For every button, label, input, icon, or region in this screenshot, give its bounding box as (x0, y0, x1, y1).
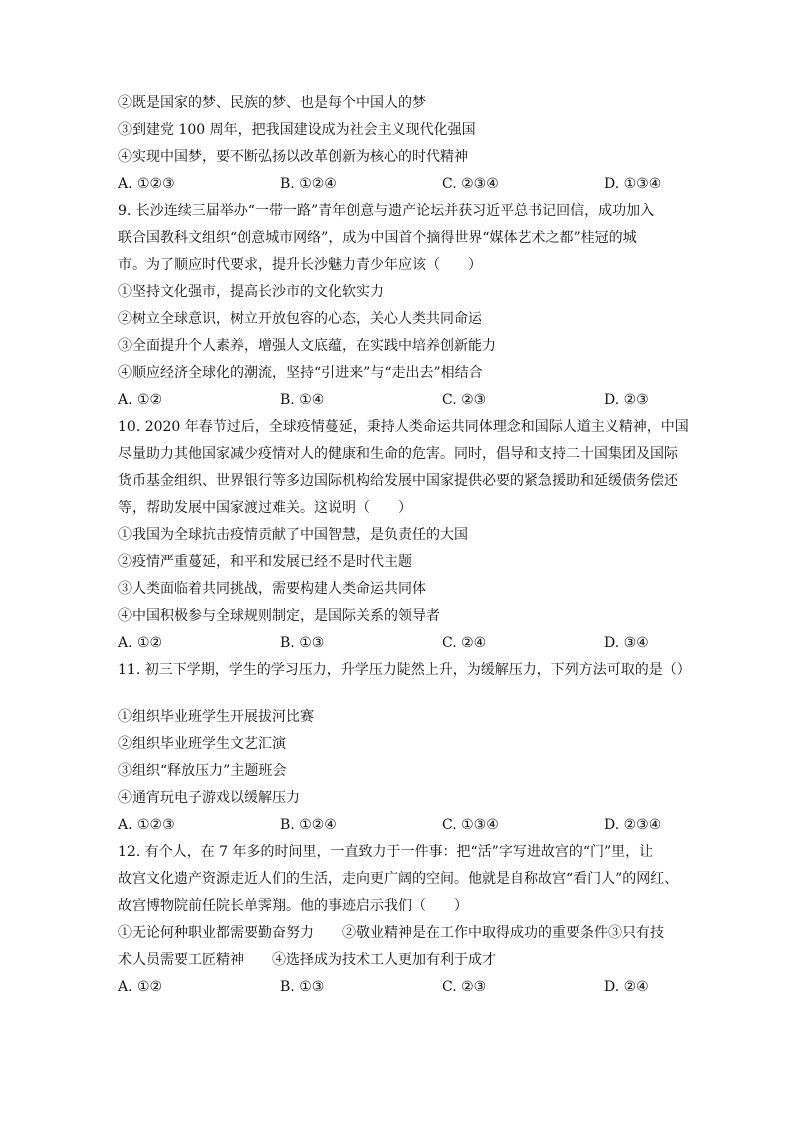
q10-item-4: ④中国积极参与全球规则制定，是国际关系的领导者 (118, 608, 440, 624)
spacer (118, 684, 678, 704)
question-9-stem (118, 198, 678, 279)
q9-options (118, 387, 678, 414)
q8-option-a: A. ①②③ (118, 176, 175, 192)
q10-option-c: C. ②④ (442, 635, 487, 651)
q10-stem-line: 等，帮助发展中国家渡过难关。这说明（ ） (118, 500, 412, 516)
q11-stem-line: 11. 初三下学期，学生的学习压力，升学压力陡然上升，为缓解压力，下列方法可取的是（） (118, 662, 691, 678)
q9-option-a: A. ①② (118, 392, 163, 408)
q12-option-a: A. ①② (118, 979, 163, 995)
q12-stem-line: 故宫博物院前任院长单霁翔。他的事迹启示我们（ ） (118, 898, 468, 914)
q9-stem-line: 9. 长沙连续三届举办“一带一路”青年创意与遗产论坛并获习近平总书记回信，成功加入 (118, 203, 655, 219)
q10-option-d: D. ③④ (604, 635, 649, 651)
q10-option-b: B. ①③ (280, 635, 325, 651)
q10-option-a: A. ①② (118, 635, 163, 651)
q11-item-1: ①组织毕业班学生开展拔河比赛 (118, 709, 314, 725)
q12-stem-line: 故宫文化遗产资源走近人们的生活，走向更广阔的空间。他就是自称故宫“看门人”的网红、 (118, 871, 679, 887)
q8-option-d: D. ①③④ (604, 176, 662, 192)
question-8-items (118, 90, 678, 171)
q12-items-line: 术人员需要工匠精神 ④选择成为技术工人更加有利于成才 (118, 952, 496, 968)
question-10-items (118, 522, 678, 630)
question-10-stem (118, 414, 689, 522)
q12-options (118, 974, 678, 1001)
q9-stem-line: 联合国教科文组织“创意城市网络”，成为中国首个摘得世界“媒体艺术之都”桂冠的城 (118, 230, 637, 246)
question-12-items (118, 920, 678, 974)
q8-item-2: ②既是国家的梦、民族的梦、也是每个中国人的梦 (118, 95, 426, 111)
q12-option-d: D. ②④ (604, 979, 649, 995)
q11-item-4: ④通宵玩电子游戏以缓解压力 (118, 790, 300, 806)
q10-item-3: ③人类面临着共同挑战，需要构建人类命运共同体 (118, 581, 426, 597)
q9-item-1: ①坚持文化强市，提高长沙市的文化软实力 (118, 284, 384, 300)
q11-options (118, 812, 678, 839)
q9-option-d: D. ②③ (604, 392, 649, 408)
q11-option-b: B. ①②④ (280, 817, 337, 833)
q10-stem-line: 10. 2020 年春节过后，全球疫情蔓延，秉持人类命运共同体理念和国际人道主义精神，中国 (118, 419, 689, 435)
q10-stem-line: 尽量助力其他国家减少疫情对人的健康和生命的危害。同时，倡导和支持二十国集团及国际 (118, 446, 678, 462)
q8-option-c: C. ②③④ (442, 176, 499, 192)
q11-item-2: ②组织毕业班学生文艺汇演 (118, 736, 286, 752)
question-12-stem (118, 839, 678, 920)
q11-option-a: A. ①②③ (118, 817, 175, 833)
q10-stem-line: 货币基金组织、世界银行等多边国际机构给发展中国家提供必要的紧急援助和延缓债务偿还 (118, 473, 678, 489)
q11-item-3: ③组织“释放压力”主题班会 (118, 763, 287, 779)
question-11-stem (118, 657, 691, 684)
q10-options (118, 630, 678, 657)
q11-option-c: C. ①③④ (442, 817, 499, 833)
q10-item-2: ②疫情严重蔓延，和平和发展已经不是时代主题 (118, 554, 412, 570)
q9-option-c: C. ②③ (442, 392, 487, 408)
q12-option-b: B. ①③ (280, 979, 325, 995)
q8-options (118, 171, 678, 198)
q8-item-4: ④实现中国梦，要不断弘扬以改革创新为核心的时代精神 (118, 149, 468, 165)
q9-item-3: ③全面提升个人素养，增强人文底蕴，在实践中培养创新能力 (118, 338, 496, 354)
q11-option-d: D. ②③④ (604, 817, 662, 833)
q12-stem-line: 12. 有个人，在 7 年多的时间里，一直致力于一件事：把“活”字写进故宫的“门”里，让 (118, 844, 654, 860)
q10-item-1: ①我国为全球抗击疫情贡献了中国智慧，是负责任的大国 (118, 527, 468, 543)
q8-item-3: ③到建党 100 周年，把我国建设成为社会主义现代化强国 (118, 122, 476, 138)
question-9-items (118, 279, 678, 387)
question-11-items (118, 704, 678, 812)
q9-item-2: ②树立全球意识，树立开放包容的心态，关心人类共同命运 (118, 311, 482, 327)
q9-stem-line: 市。为了顺应时代要求，提升长沙魅力青少年应该（ ） (118, 257, 482, 273)
q12-items-line: ①无论何种职业都需要勤奋努力 ②敬业精神是在工作中取得成功的重要条件③只有技 (118, 925, 664, 941)
exam-content (118, 90, 691, 1001)
q12-option-c: C. ②③ (442, 979, 487, 995)
q8-option-b: B. ①②④ (280, 176, 337, 192)
q9-option-b: B. ①④ (280, 392, 325, 408)
q9-item-4: ④顺应经济全球化的潮流，坚持“引进来”与“走出去”相结合 (118, 365, 483, 381)
